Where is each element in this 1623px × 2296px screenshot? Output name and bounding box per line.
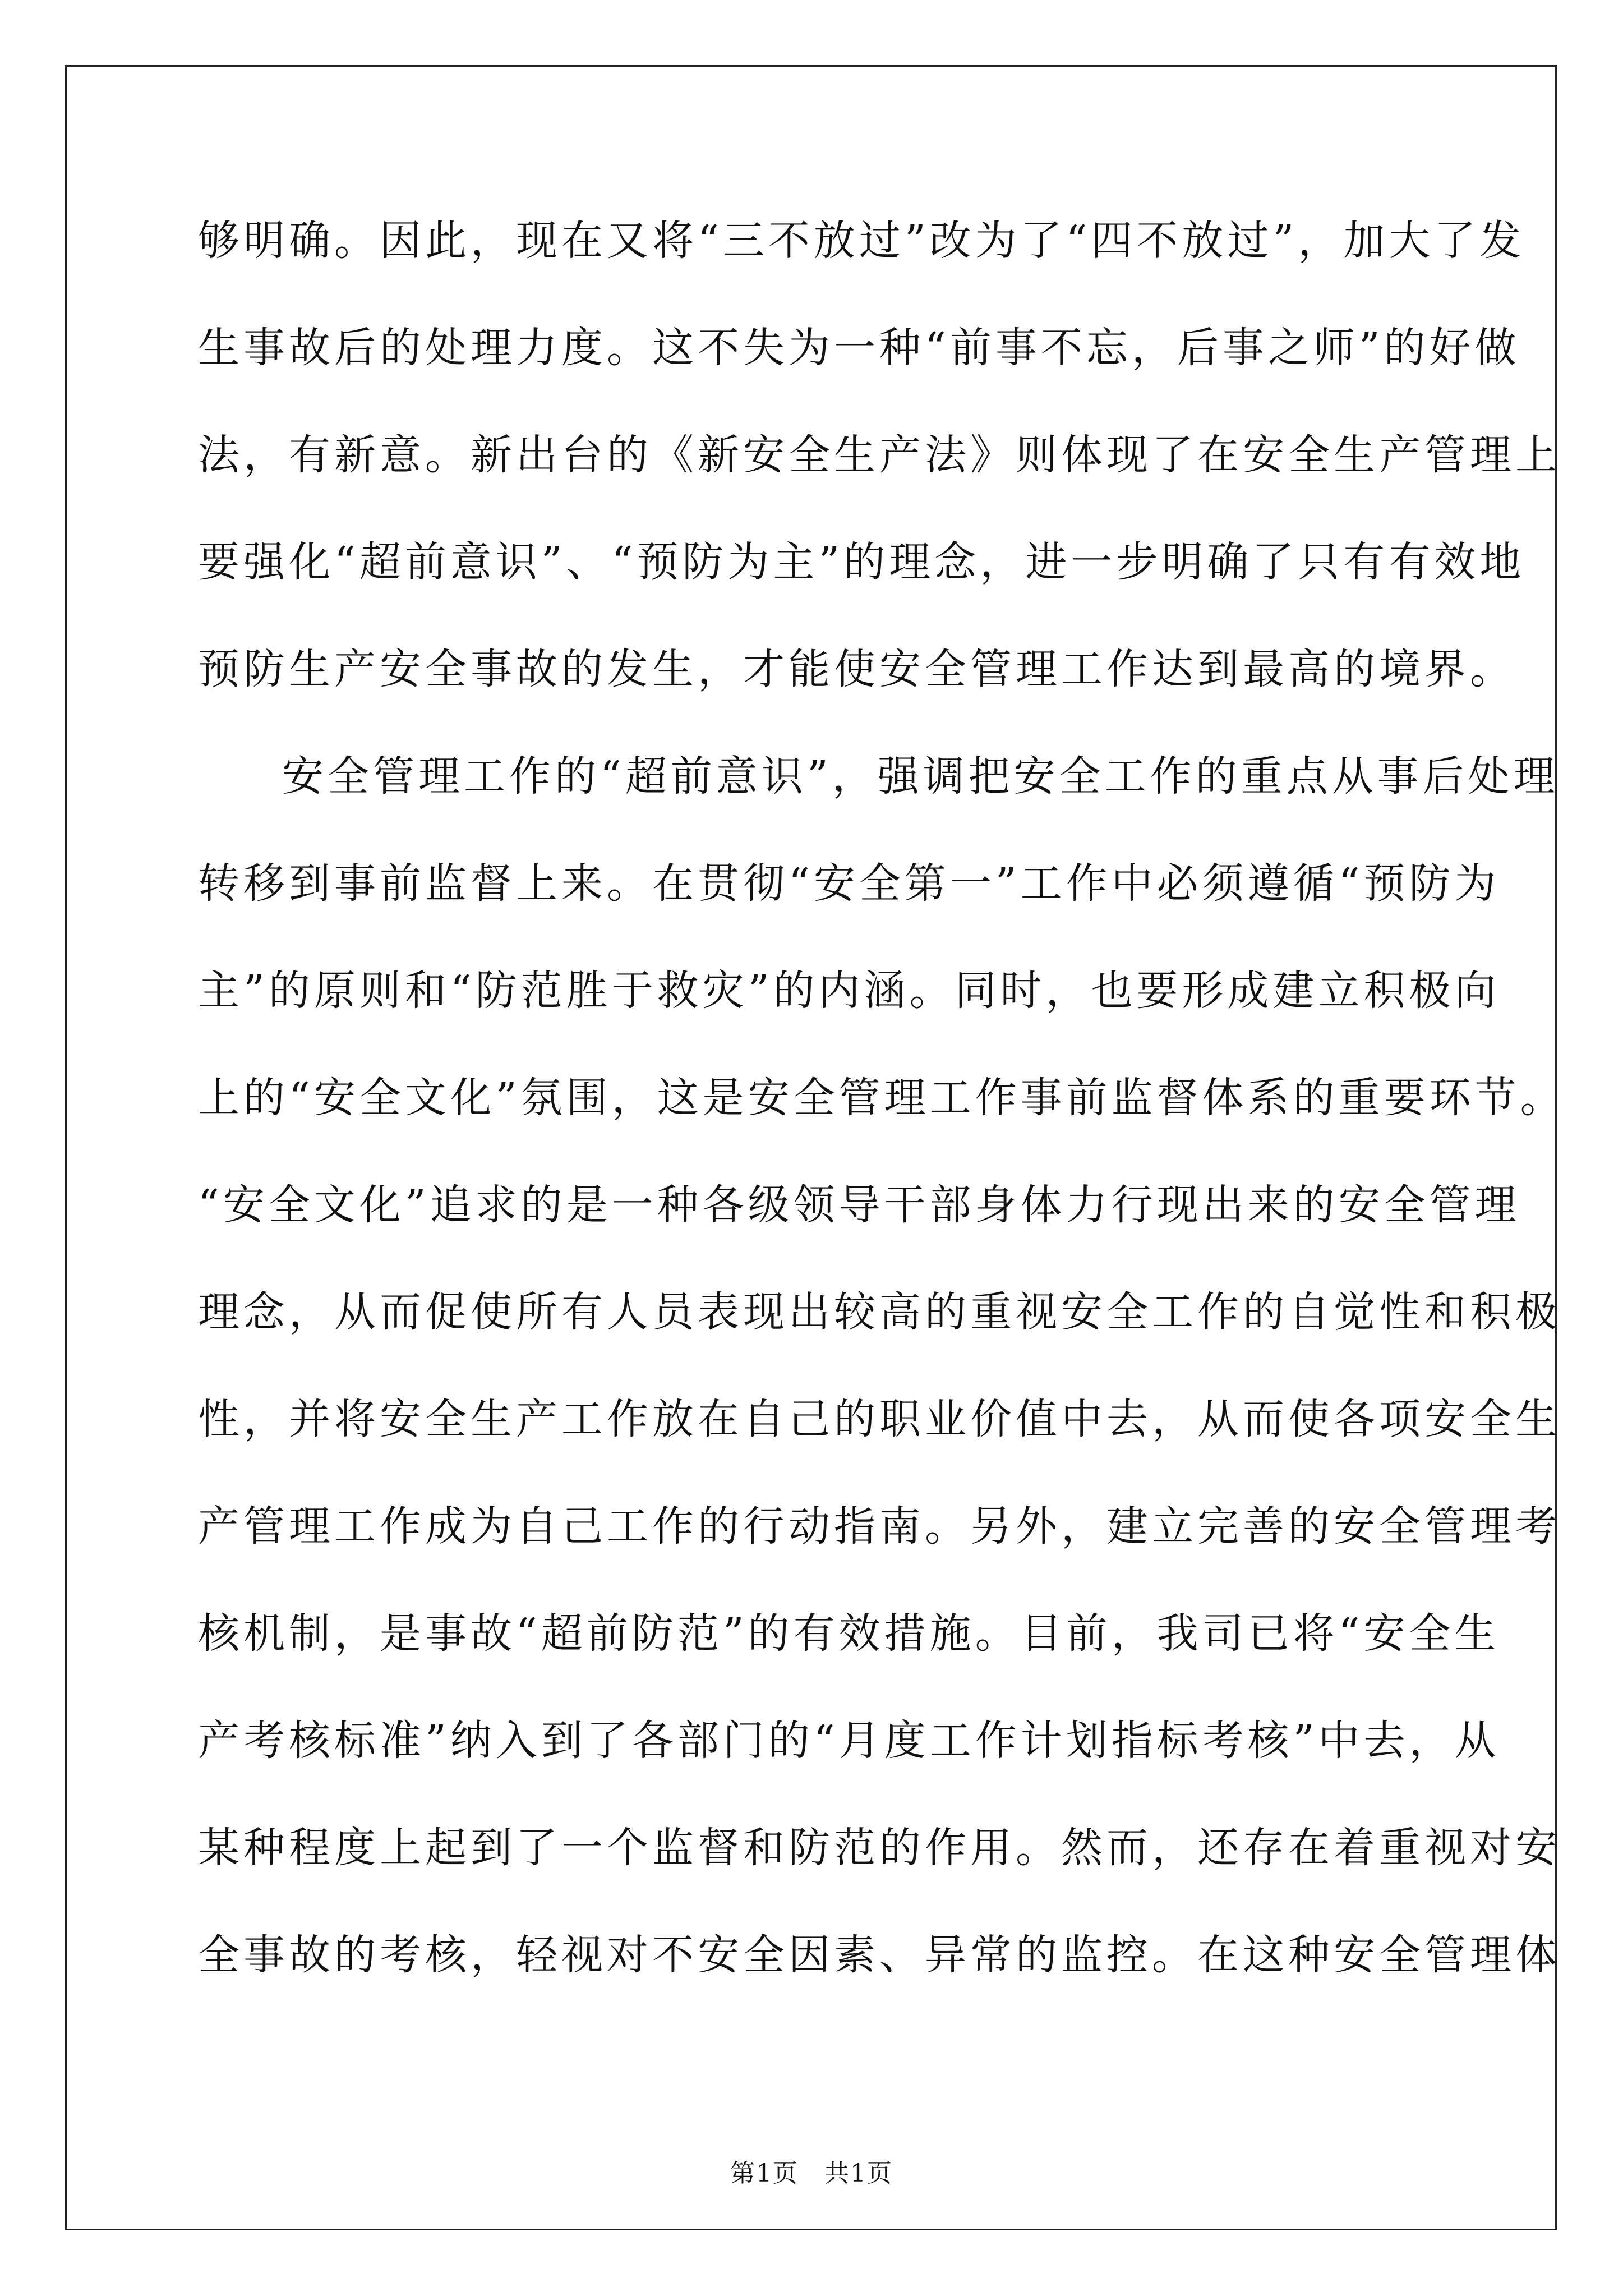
text-line: 够明确。因此，现在又将“三不放过”改为了“四不放过”，加大了发 (198, 217, 1525, 265)
text-line: “安全文化”追求的是一种各级领导干部身体力行现出来的安全管理 (198, 1181, 1520, 1229)
text-line: 性，并将安全生产工作放在自己的职业价值中去，从而使各项安全生 (198, 1395, 1561, 1443)
text-line: 上的“安全文化”氛围，这是安全管理工作事前监督体系的重要环节。 (198, 1074, 1566, 1122)
page-number-footer: 第1页 共1页 (730, 2159, 893, 2188)
text-line: 要强化“超前意识”、“预防为主”的理念，进一步明确了只有有效地 (198, 538, 1525, 586)
text-line: 转移到事前监督上来。在贯彻“安全第一”工作中必须遵循“预防为 (198, 859, 1500, 908)
text-line: 预防生产安全事故的发生，才能使安全管理工作达到最高的境界。 (198, 645, 1515, 693)
text-line: 核机制，是事故“超前防范”的有效措施。目前，我司已将“安全生 (198, 1609, 1500, 1658)
text-line: 产考核标准”纳入到了各部门的“月度工作计划指标考核”中去，从 (198, 1717, 1500, 1765)
text-line: 理念，从而促使所有人员表现出较高的重视安全工作的自觉性和积极 (198, 1288, 1561, 1336)
paragraph-first-line: 安全管理工作的“超前意识”，强调把安全工作的重点从事后处理 (282, 752, 1559, 800)
text-line: 生事故后的处理力度。这不失为一种“前事不忘，后事之师”的好做 (198, 324, 1520, 372)
text-line: 法，有新意。新出台的《新安全生产法》则体现了在安全生产管理上 (198, 431, 1561, 479)
text-line: 主”的原则和“防范胜于救灾”的内涵。同时，也要形成建立积极向 (198, 967, 1500, 1015)
text-line: 产管理工作成为自己工作的行动指南。另外，建立完善的安全管理考 (198, 1502, 1561, 1550)
document-body (198, 187, 1566, 2009)
text-line: 某种程度上起到了一个监督和防范的作用。然而，还存在着重视对安 (198, 1824, 1561, 1872)
text-line: 全事故的考核，轻视对不安全因素、异常的监控。在这种安全管理体 (198, 1931, 1561, 1979)
